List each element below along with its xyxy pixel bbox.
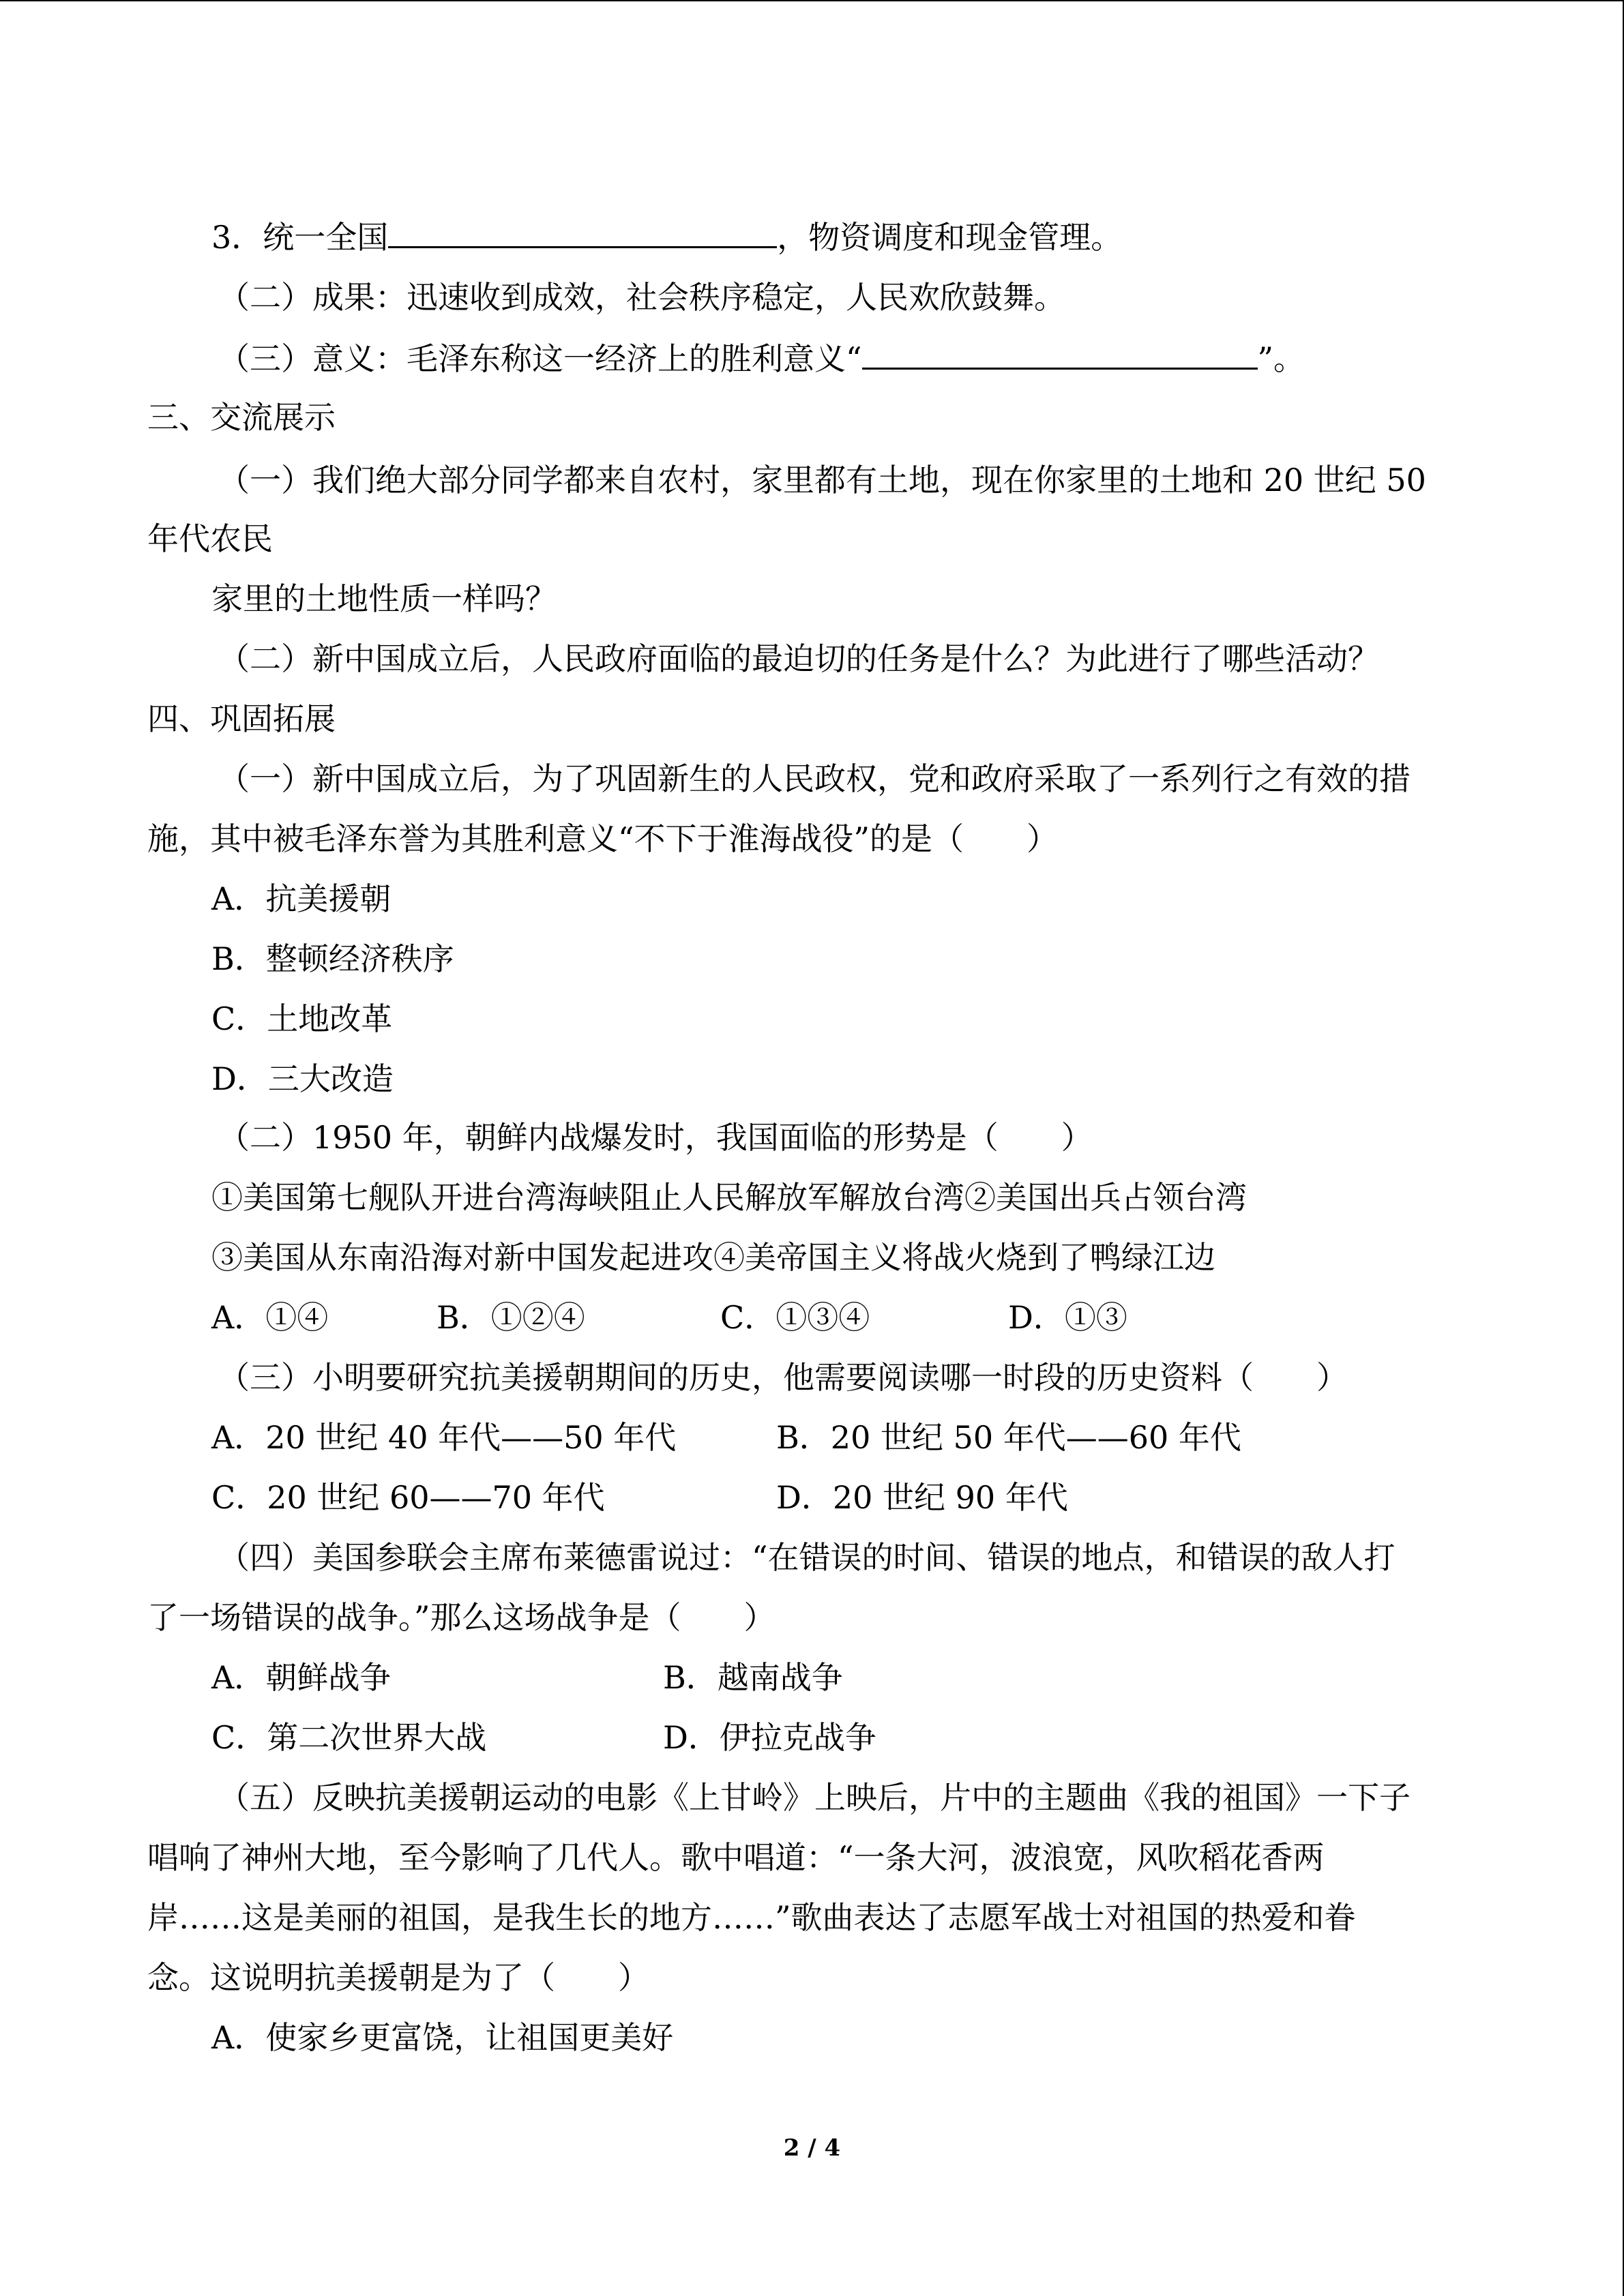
text-line <box>218 338 1305 379</box>
statement-line: ①美国第七舰队开进台湾海峡阻止人民解放军解放台湾②美国出兵占领台湾 <box>211 1179 1247 1216</box>
question-text: （二）1950 年，朝鲜内战爆发时，我国面临的形势是（ ） <box>218 1119 1093 1156</box>
question-text: 念。这说明抗美援朝是为了（ ） <box>147 1959 649 1996</box>
option-b: B．①②④ <box>437 1299 585 1336</box>
question-text: （五）反映抗美援朝运动的电影《上甘岭》上映后，片中的主题曲《我的祖国》一下子 <box>218 1779 1411 1816</box>
fill-in-blank[interactable] <box>862 340 1258 370</box>
item-text: ”。 <box>1257 340 1305 377</box>
page-number: 2 / 4 <box>783 2134 841 2162</box>
section-heading: 三、交流展示 <box>147 399 336 436</box>
question-text: 施，其中被毛泽东誉为其胜利意义“不下于淮海战役”的是（ ） <box>147 820 1059 857</box>
question-text: （一）新中国成立后，为了巩固新生的人民政权，党和政府采取了一系列行之有效的措 <box>218 760 1411 797</box>
item-text: ，物资调度和现金管理。 <box>777 219 1123 256</box>
item-label: 3．统一全国 <box>211 219 389 256</box>
option-d: D．伊拉克战争 <box>663 1719 876 1756</box>
option-a: A．20 世纪 40 年代——50 年代 <box>211 1419 677 1456</box>
text-line <box>211 217 1122 258</box>
option-c: C．第二次世界大战 <box>211 1719 487 1756</box>
question-text: 了一场错误的战争。”那么这场战争是（ ） <box>147 1599 776 1636</box>
question-text: （三）小明要研究抗美援朝期间的历史，他需要阅读哪一时段的历史资料（ ） <box>218 1359 1348 1396</box>
option-a: A．抗美援朝 <box>211 880 392 917</box>
text-line: （二）新中国成立后，人民政府面临的最迫切的任务是什么？为此进行了哪些活动？ <box>218 640 1379 677</box>
option-a: A．朝鲜战争 <box>211 1659 392 1696</box>
option-c: C．土地改革 <box>211 1000 393 1037</box>
item-label: （三）意义：毛泽东称这一经济上的胜利意义“ <box>218 340 862 377</box>
text-line: 年代农民 <box>147 520 273 557</box>
question-text: （四）美国参联会主席布莱德雷说过：“在错误的时间、错误的地点，和错误的敌人打 <box>218 1539 1396 1576</box>
section-heading: 四、巩固拓展 <box>147 700 336 737</box>
question-text: 唱响了神州大地，至今影响了几代人。歌中唱道：“一条大河，波浪宽，风吹稻花香两 <box>147 1839 1325 1876</box>
text-line: （一）我们绝大部分同学都来自农村，家里都有土地，现在你家里的土地和 20 世纪 50 <box>218 462 1426 498</box>
option-c: C．①③④ <box>720 1299 870 1336</box>
option-b: B．整顿经济秩序 <box>211 940 454 977</box>
question-text: 岸……这是美丽的祖国，是我生长的地方……”歌曲表达了志愿军战士对祖国的热爱和眷 <box>147 1899 1356 1936</box>
option-a: A．①④ <box>211 1299 329 1336</box>
text-line: （二）成果：迅速收到成效，社会秩序稳定，人民欢欣鼓舞。 <box>218 279 1065 316</box>
option-c: C．20 世纪 60——70 年代 <box>211 1479 605 1516</box>
option-a: A．使家乡更富饶，让祖国更美好 <box>211 2019 674 2056</box>
option-b: B．20 世纪 50 年代——60 年代 <box>776 1419 1241 1456</box>
fill-in-blank[interactable] <box>388 219 777 248</box>
option-d: D．①③ <box>1008 1299 1127 1336</box>
option-d: D．20 世纪 90 年代 <box>776 1479 1068 1516</box>
option-d: D．三大改造 <box>211 1060 394 1097</box>
option-b: B．越南战争 <box>663 1659 843 1696</box>
statement-line: ③美国从东南沿海对新中国发起进攻④美帝国主义将战火烧到了鸭绿江边 <box>211 1239 1215 1276</box>
text-line: 家里的土地性质一样吗？ <box>211 580 557 617</box>
